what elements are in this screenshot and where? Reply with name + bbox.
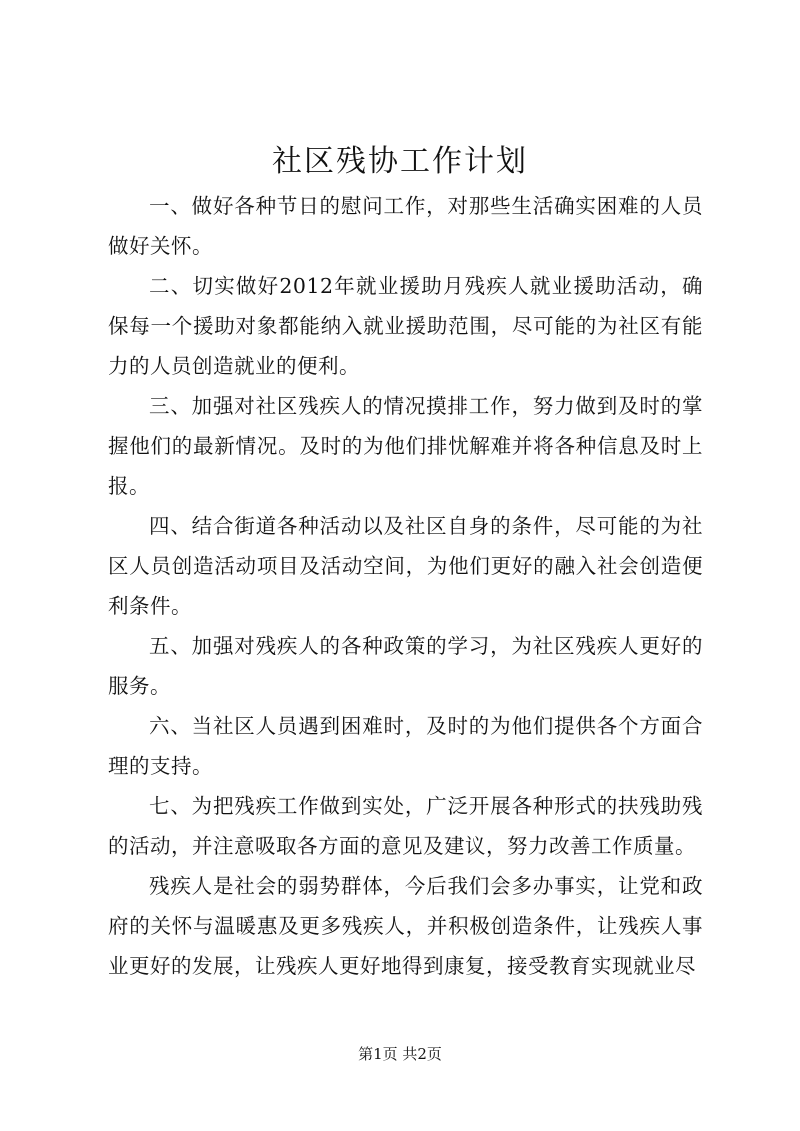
paragraph-2: 二、切实做好2012年就业援助月残疾人就业援助活动，确保每一个援助对象都能纳入就业援助范围，尽可能的为社区有能力的人员创造就业的便利。 — [108, 274, 703, 378]
document-title: 社区残协工作计划 — [272, 144, 528, 179]
paragraph-1: 一、做好各种节日的慰问工作，对那些生活确实困难的人员做好关怀。 — [108, 194, 703, 258]
paragraph-6: 六、当社区人员遇到困难时，及时的为他们提供各个方面合理的支持。 — [108, 714, 703, 778]
paragraph-3: 三、加强对社区残疾人的情况摸排工作，努力做到及时的掌握他们的最新情况。及时的为他们排忧解难并将各种信息及时上报。 — [108, 394, 703, 498]
page-footer: 第1页 共2页 — [358, 1045, 442, 1063]
paragraph-8: 残疾人是社会的弱势群体，今后我们会多办事实，让党和政府的关怀与温暖惠及更多残疾人，并积极创造条件，让残疾人事业更好的发展，让残疾人更好地得到康复，接受教育实现就业尽 — [108, 874, 703, 978]
paragraph-5: 五、加强对残疾人的各种政策的学习，为社区残疾人更好的服务。 — [108, 634, 703, 698]
paragraph-7: 七、为把残疾工作做到实处，广泛开展各种形式的扶残助残的活动，并注意吸取各方面的意见及建议，努力改善工作质量。 — [108, 794, 703, 858]
document-body — [108, 186, 703, 986]
paragraph-4: 四、结合街道各种活动以及社区自身的条件，尽可能的为社区人员创造活动项目及活动空间，为他们更好的融入社会创造便利条件。 — [108, 514, 703, 618]
